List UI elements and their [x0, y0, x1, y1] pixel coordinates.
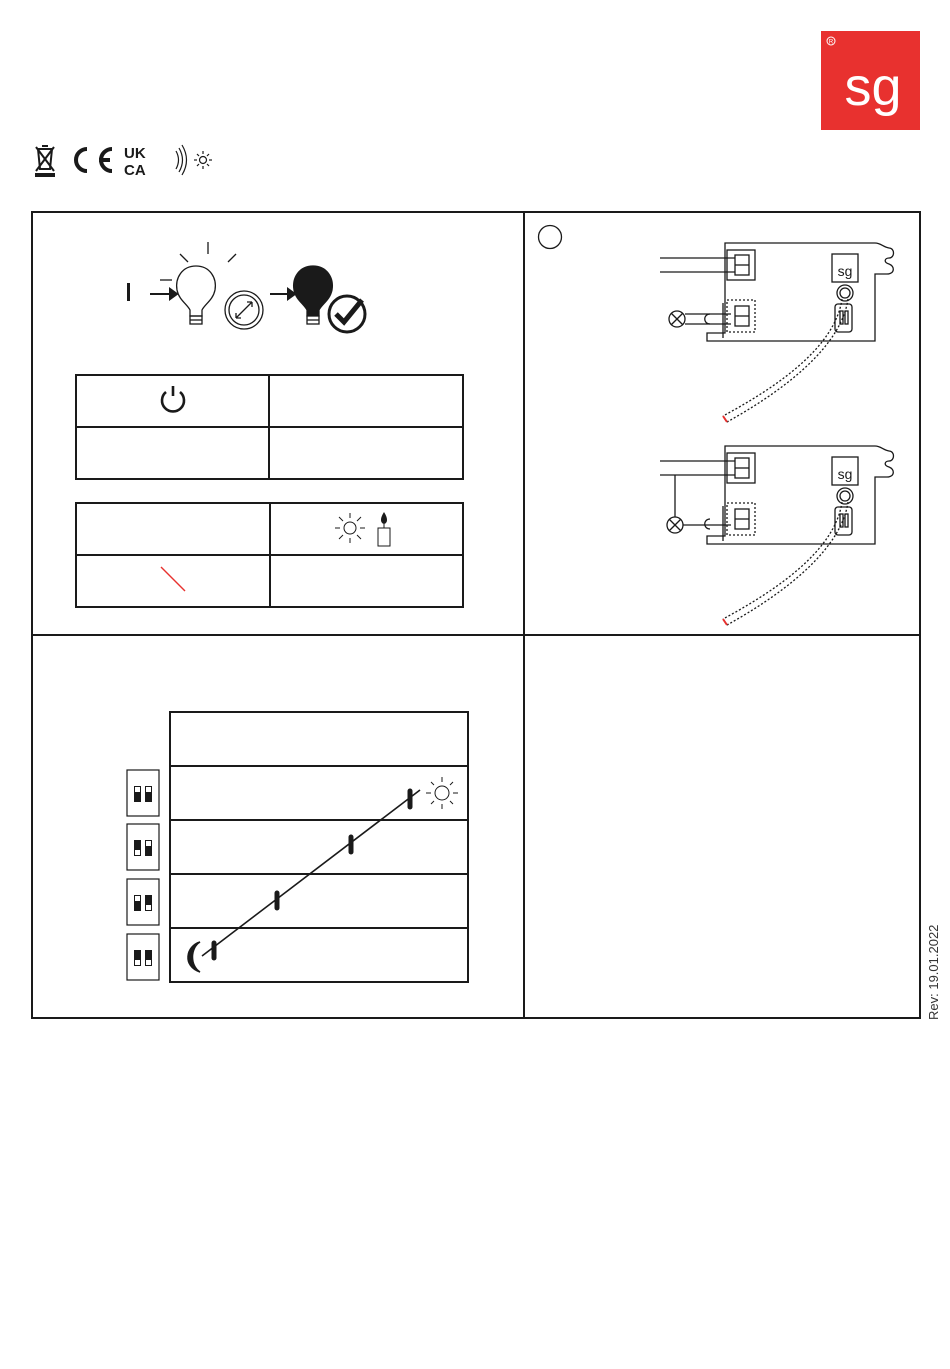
- weee-bin-icon: [36, 146, 54, 171]
- dip-switch-icon: [127, 824, 159, 870]
- dip-switch-icon: [127, 934, 159, 980]
- table1-cell-power: [76, 375, 269, 427]
- frame-horizontal-divider: [31, 634, 921, 636]
- dip-level-graphic: [120, 760, 470, 990]
- arrow-right-icon: [150, 289, 177, 299]
- settings-table-2: [75, 502, 464, 608]
- svg-text:UK: UK: [124, 145, 146, 162]
- revision-label: Rev: 19.01.2022: [926, 924, 941, 1020]
- brightness-scale-ticks: [214, 791, 410, 958]
- sun-candle-icon: [334, 506, 400, 548]
- wiring-diagram-a: [655, 238, 900, 428]
- ce-mark-icon: [76, 149, 112, 171]
- frame-vertical-divider: [523, 211, 525, 1019]
- operation-sequence: [110, 238, 390, 338]
- bulb-on-timer-icon: [160, 242, 263, 329]
- device-logo-text: sg: [837, 466, 853, 482]
- bulb-off-check-icon: [294, 266, 365, 332]
- settings-table-1: [75, 374, 464, 480]
- arrow-right-icon: [270, 289, 295, 299]
- dip-switch-icon: [127, 879, 159, 925]
- dip-level-header: [170, 712, 468, 766]
- step-marker-circle: [536, 223, 564, 251]
- power-icon: [157, 382, 189, 416]
- sun-icon: [426, 777, 458, 809]
- switch-line-icon: [127, 283, 130, 301]
- table1-cell: [76, 427, 269, 479]
- wiring-diagram-b: [655, 441, 900, 631]
- dip-switch-icon: [127, 770, 159, 816]
- table2-cell-sun-candle: [270, 503, 463, 555]
- table1-cell: [269, 375, 463, 427]
- brand-logo: [821, 31, 920, 130]
- logo-text: sg: [844, 57, 902, 117]
- device-logo-text: sg: [837, 263, 853, 279]
- radio-sensor-icon: [176, 145, 212, 175]
- table2-cell: [270, 555, 463, 607]
- certification-marks: [33, 141, 218, 181]
- moon-icon: [188, 942, 200, 972]
- ukca-mark-icon: [124, 145, 146, 179]
- table2-cell-red-mark: [76, 555, 270, 607]
- table2-cell: [76, 503, 270, 555]
- svg-text:R: R: [828, 39, 834, 46]
- table1-cell: [269, 427, 463, 479]
- svg-text:CA: CA: [124, 162, 146, 179]
- red-slash-mark: [158, 564, 188, 594]
- brightness-scale-line: [202, 790, 420, 956]
